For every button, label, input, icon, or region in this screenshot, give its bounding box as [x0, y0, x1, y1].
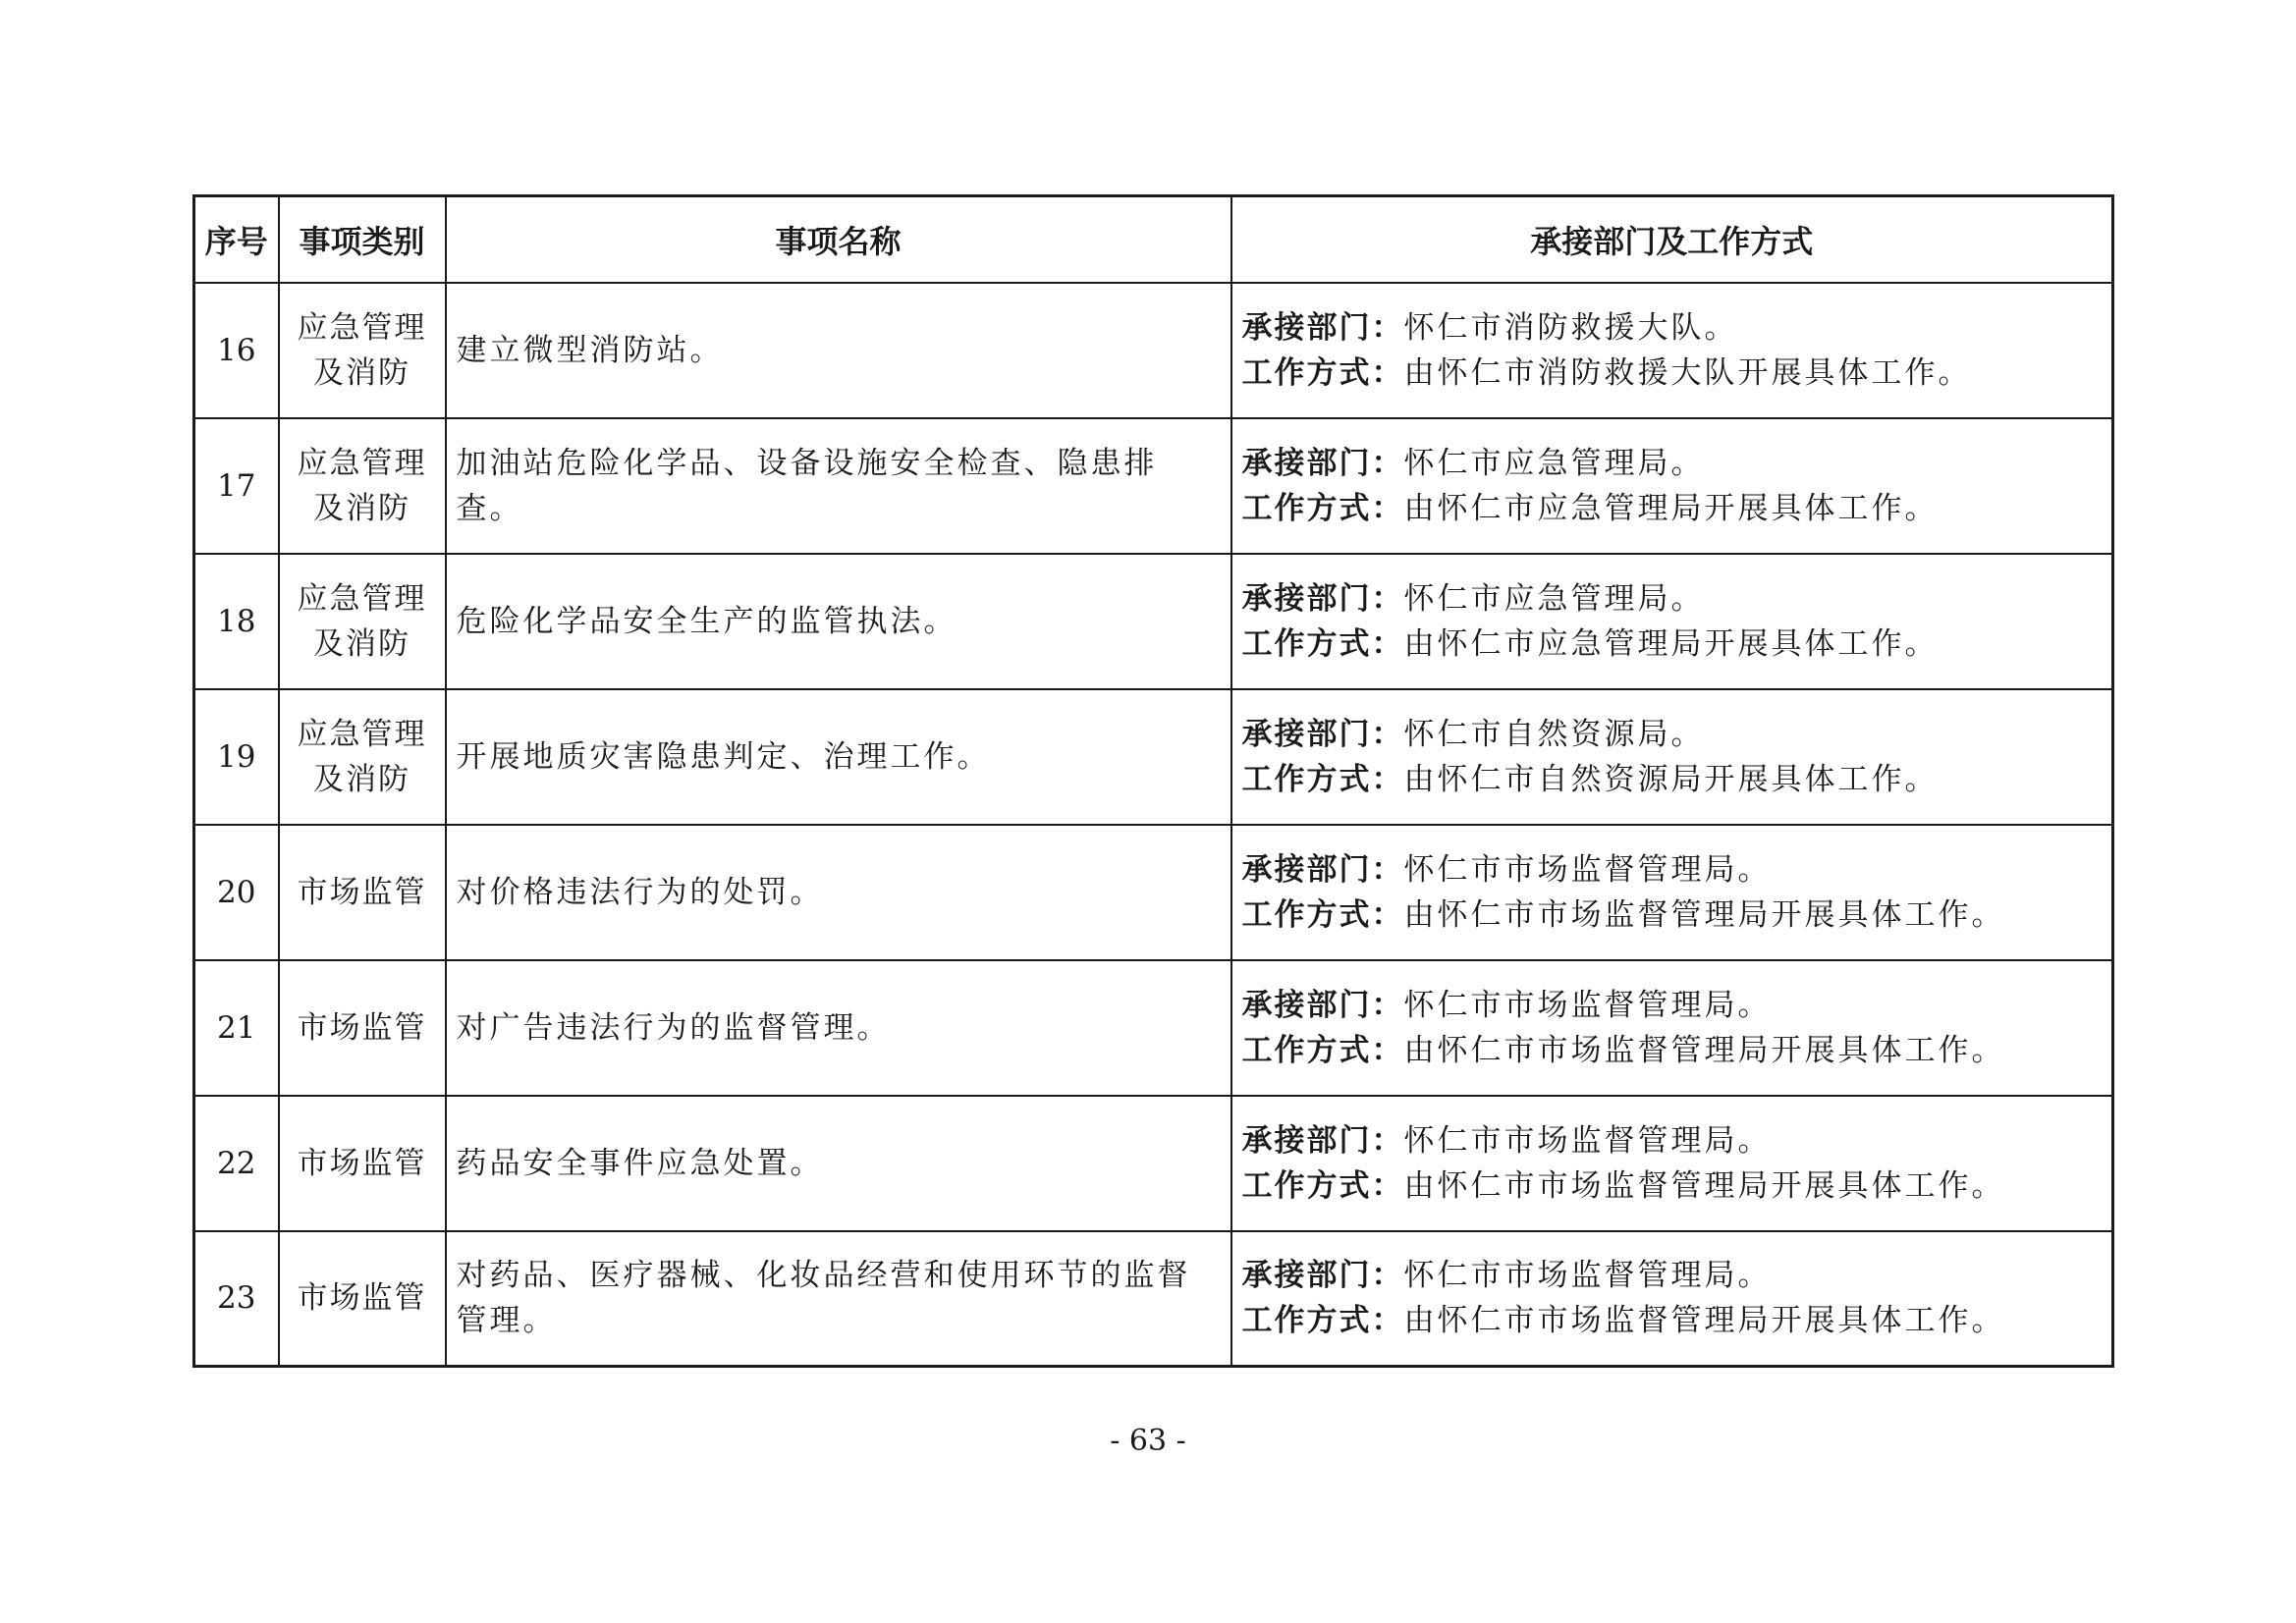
- serial-number: 18: [194, 554, 279, 689]
- work-method-line: [1242, 486, 2112, 531]
- work-method-value: 由怀仁市市场监督管理局开展具体工作。: [1403, 1303, 2005, 1339]
- work-method-line: [1242, 622, 2112, 667]
- matter-name: 对广告违法行为的监督管理。: [446, 960, 1231, 1096]
- work-method-line: [1242, 757, 2112, 802]
- category-line: 市场监管: [297, 1009, 427, 1046]
- category-line: 及消防: [313, 354, 410, 391]
- category-line: 及消防: [313, 625, 410, 662]
- header-department-method: 承接部门及工作方式: [1231, 196, 2113, 283]
- receiving-department-line: [1242, 983, 2112, 1028]
- serial-number: 20: [194, 825, 279, 960]
- category-line: 应急管理: [297, 309, 427, 346]
- work-method-label: 工作方式：: [1241, 490, 1404, 526]
- matter-name: 开展地质灾害隐患判定、治理工作。: [446, 689, 1231, 825]
- work-method-value: 由怀仁市消防救援大队开展具体工作。: [1403, 354, 1972, 391]
- department-method-cell: [1231, 689, 2113, 825]
- category-line: 及消防: [313, 490, 410, 526]
- table-row: [194, 554, 2113, 689]
- work-method-label: 工作方式：: [1241, 625, 1404, 662]
- matter-name: 加油站危险化学品、设备设施安全检查、隐患排查。: [446, 418, 1231, 554]
- department-method-cell: [1231, 418, 2113, 554]
- table-row: [194, 1231, 2113, 1367]
- receiving-department-line: [1242, 847, 2112, 893]
- matter-name: 危险化学品安全生产的监管执法。: [446, 554, 1231, 689]
- work-method-label: 工作方式：: [1241, 354, 1404, 391]
- category-line: 市场监管: [297, 1145, 427, 1181]
- matter-category: [279, 825, 446, 960]
- header-category: 事项类别: [279, 196, 446, 283]
- work-method-label: 工作方式：: [1241, 1032, 1404, 1068]
- work-method-value: 由怀仁市应急管理局开展具体工作。: [1403, 490, 1939, 526]
- serial-number: 19: [194, 689, 279, 825]
- receiving-department-value: 怀仁市消防救援大队。: [1403, 309, 1738, 346]
- work-method-line: [1242, 1298, 2112, 1343]
- department-method-cell: [1231, 283, 2113, 418]
- matter-category: [279, 283, 446, 418]
- matter-category: [279, 960, 446, 1096]
- matter-category: [279, 689, 446, 825]
- serial-number: 16: [194, 283, 279, 418]
- receiving-department-value: 怀仁市自然资源局。: [1403, 716, 1705, 752]
- table-body: [194, 283, 2113, 1367]
- header-matter-name: 事项名称: [446, 196, 1231, 283]
- table-row: [194, 825, 2113, 960]
- work-method-line: [1242, 893, 2112, 938]
- receiving-department-line: [1242, 712, 2112, 757]
- work-method-label: 工作方式：: [1241, 1167, 1404, 1204]
- receiving-department-value: 怀仁市市场监督管理局。: [1403, 987, 1772, 1023]
- receiving-department-line: [1242, 1118, 2112, 1163]
- department-method-cell: [1231, 554, 2113, 689]
- matter-name: 对价格违法行为的处罚。: [446, 825, 1231, 960]
- receiving-department-label: 承接部门：: [1241, 1258, 1404, 1294]
- serial-number: 23: [194, 1231, 279, 1367]
- category-line: 市场监管: [297, 1280, 427, 1317]
- work-method-line: [1242, 351, 2112, 396]
- matter-name: 建立微型消防站。: [446, 283, 1231, 418]
- matter-category: [279, 1231, 446, 1367]
- work-method-value: 由怀仁市市场监督管理局开展具体工作。: [1403, 1167, 2005, 1204]
- table-row: [194, 1096, 2113, 1231]
- receiving-department-line: [1242, 305, 2112, 351]
- matter-name: 对药品、医疗器械、化妆品经营和使用环节的监督管理。: [446, 1231, 1231, 1367]
- work-method-value: 由怀仁市自然资源局开展具体工作。: [1403, 761, 1939, 797]
- matter-category: [279, 1096, 446, 1231]
- receiving-department-label: 承接部门：: [1241, 580, 1404, 617]
- category-line: 应急管理: [297, 716, 427, 752]
- serial-number: 21: [194, 960, 279, 1096]
- receiving-department-label: 承接部门：: [1241, 1122, 1404, 1159]
- matter-category: [279, 418, 446, 554]
- page-number: - 63 -: [1110, 1424, 1186, 1458]
- matter-category: [279, 554, 446, 689]
- receiving-department-label: 承接部门：: [1241, 445, 1404, 481]
- receiving-department-line: [1242, 1253, 2112, 1298]
- receiving-department-line: [1242, 576, 2112, 622]
- receiving-department-label: 承接部门：: [1241, 987, 1404, 1023]
- category-line: 市场监管: [297, 874, 427, 910]
- work-method-line: [1242, 1163, 2112, 1209]
- receiving-department-label: 承接部门：: [1241, 309, 1404, 346]
- work-method-value: 由怀仁市应急管理局开展具体工作。: [1403, 625, 1939, 662]
- work-method-label: 工作方式：: [1241, 896, 1404, 933]
- table-header-row: [194, 196, 2113, 283]
- receiving-department-value: 怀仁市市场监督管理局。: [1403, 1258, 1772, 1294]
- department-method-cell: [1231, 960, 2113, 1096]
- matter-name: 药品安全事件应急处置。: [446, 1096, 1231, 1231]
- receiving-department-label: 承接部门：: [1241, 851, 1404, 888]
- table-row: [194, 283, 2113, 418]
- department-method-cell: [1231, 1231, 2113, 1367]
- header-serial: 序号: [194, 196, 279, 283]
- receiving-department-value: 怀仁市市场监督管理局。: [1403, 1122, 1772, 1159]
- table-row: [194, 418, 2113, 554]
- receiving-department-line: [1242, 441, 2112, 486]
- table-row: [194, 960, 2113, 1096]
- matters-table: [192, 194, 2114, 1368]
- category-line: 应急管理: [297, 580, 427, 617]
- department-method-cell: [1231, 1096, 2113, 1231]
- work-method-label: 工作方式：: [1241, 1303, 1404, 1339]
- serial-number: 17: [194, 418, 279, 554]
- category-line: 及消防: [313, 761, 410, 797]
- department-method-cell: [1231, 825, 2113, 960]
- work-method-value: 由怀仁市市场监督管理局开展具体工作。: [1403, 1032, 2005, 1068]
- receiving-department-label: 承接部门：: [1241, 716, 1404, 752]
- work-method-line: [1242, 1028, 2112, 1073]
- serial-number: 22: [194, 1096, 279, 1231]
- receiving-department-value: 怀仁市市场监督管理局。: [1403, 851, 1772, 888]
- table-row: [194, 689, 2113, 825]
- receiving-department-value: 怀仁市应急管理局。: [1403, 580, 1705, 617]
- receiving-department-value: 怀仁市应急管理局。: [1403, 445, 1705, 481]
- work-method-value: 由怀仁市市场监督管理局开展具体工作。: [1403, 896, 2005, 933]
- work-method-label: 工作方式：: [1241, 761, 1404, 797]
- category-line: 应急管理: [297, 445, 427, 481]
